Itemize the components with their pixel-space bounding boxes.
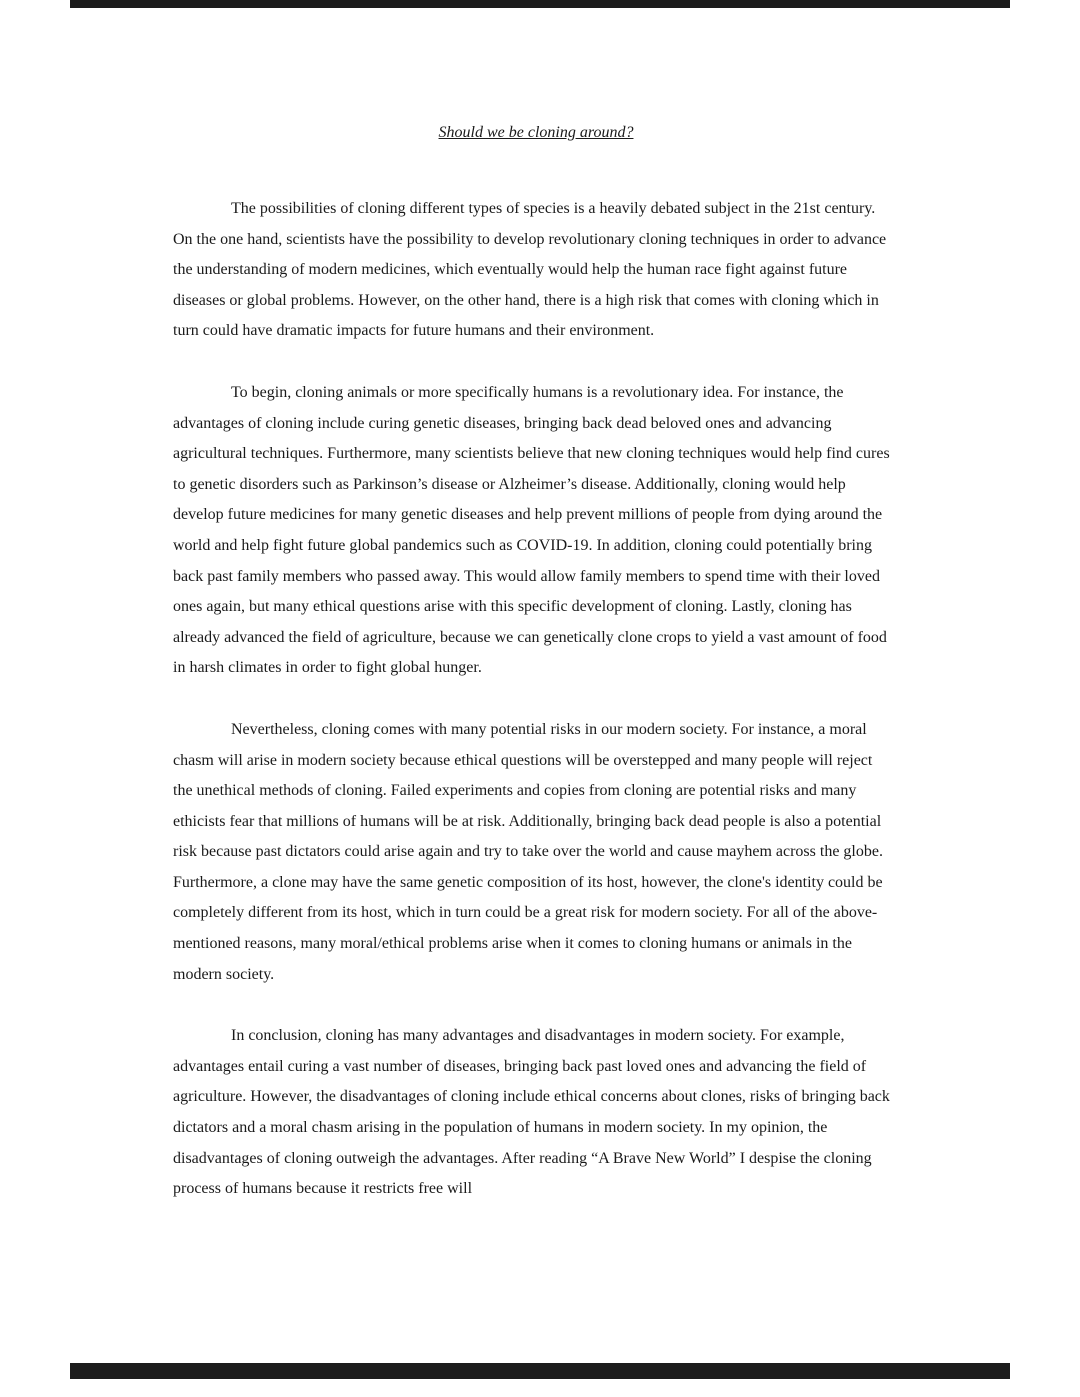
- document-title: Should we be cloning around?: [438, 124, 634, 141]
- paragraph-intro: The possibilities of cloning different types of species is a heavily debated subject in the 21st century. On the one hand, scientists have the possibility to develop revolutionary cloning techniques in order to advance the understanding of modern medicines, which eventually would help the human race fight against future diseases or global problems. However, on the other hand, there is a high risk that comes with cloning which in turn could have dramatic impacts for future humans and their environment.: [173, 200, 887, 340]
- paragraph-advantages: To begin, cloning animals or more specifically humans is a revolutionary idea. For instance, the advantages of cloning include curing genetic diseases, bringing back dead beloved ones and advancing agricultural techniques. Furthermore, many scientists believe that new cloning techniques would help find cures to genetic disorders such as Parkinson’s disease or Alzheimer’s disease. Additionally, cloning would help develop future medicines for many genetic diseases and help prevent millions of people from dying around the world and help fight future global pandemics such as COVID-19. In addition, cloning could potentially bring back past family members who passed away. This would allow family members to spend time with their loved ones again, but many ethical questions arise with this specific development of cloning. Lastly, cloning has already advanced the field of agriculture, because we can genetically clone crops to yield a vast amount of food in harsh climates in order to fight global hunger.: [173, 383, 890, 677]
- paragraph-conclusion: In conclusion, cloning has many advantages and disadvantages in modern society. For example, advantages entail curing a vast number of diseases, bringing back past loved ones and advancing the field of agriculture. However, the disadvantages of cloning include ethical concerns about clones, risks of bringing back dictators and a moral chasm arising in the population of humans in modern society. In my opinion, the disadvantages of cloning outweigh the advantages. After reading “A Brave New World” I despise the cloning process of humans because it restricts free will: [173, 1027, 890, 1198]
- bottom-border-bar: [70, 1363, 1010, 1379]
- top-border-bar: [70, 0, 1010, 8]
- paragraph-risks: Nevertheless, cloning comes with many potential risks in our modern society. For instance, a moral chasm will arise in modern society because ethical questions will be overstepped and many people will reject the unethical methods of cloning. Failed experiments and copies from cloning are potential risks and many ethicists fear that millions of humans will be at risk. Additionally, bringing back dead people is also a potential risk because past dictators could arise again and try to take over the world and cause mayhem across the globe. Furthermore, a clone may have the same genetic composition of its host, however, the clone's identity could be completely different from its host, which in turn could be a great risk for modern society. For all of the above-mentioned reasons, many moral/ethical problems arise when it comes to cloning humans or animals in the modern society.: [173, 720, 883, 983]
- document-page: [173, 122, 891, 1236]
